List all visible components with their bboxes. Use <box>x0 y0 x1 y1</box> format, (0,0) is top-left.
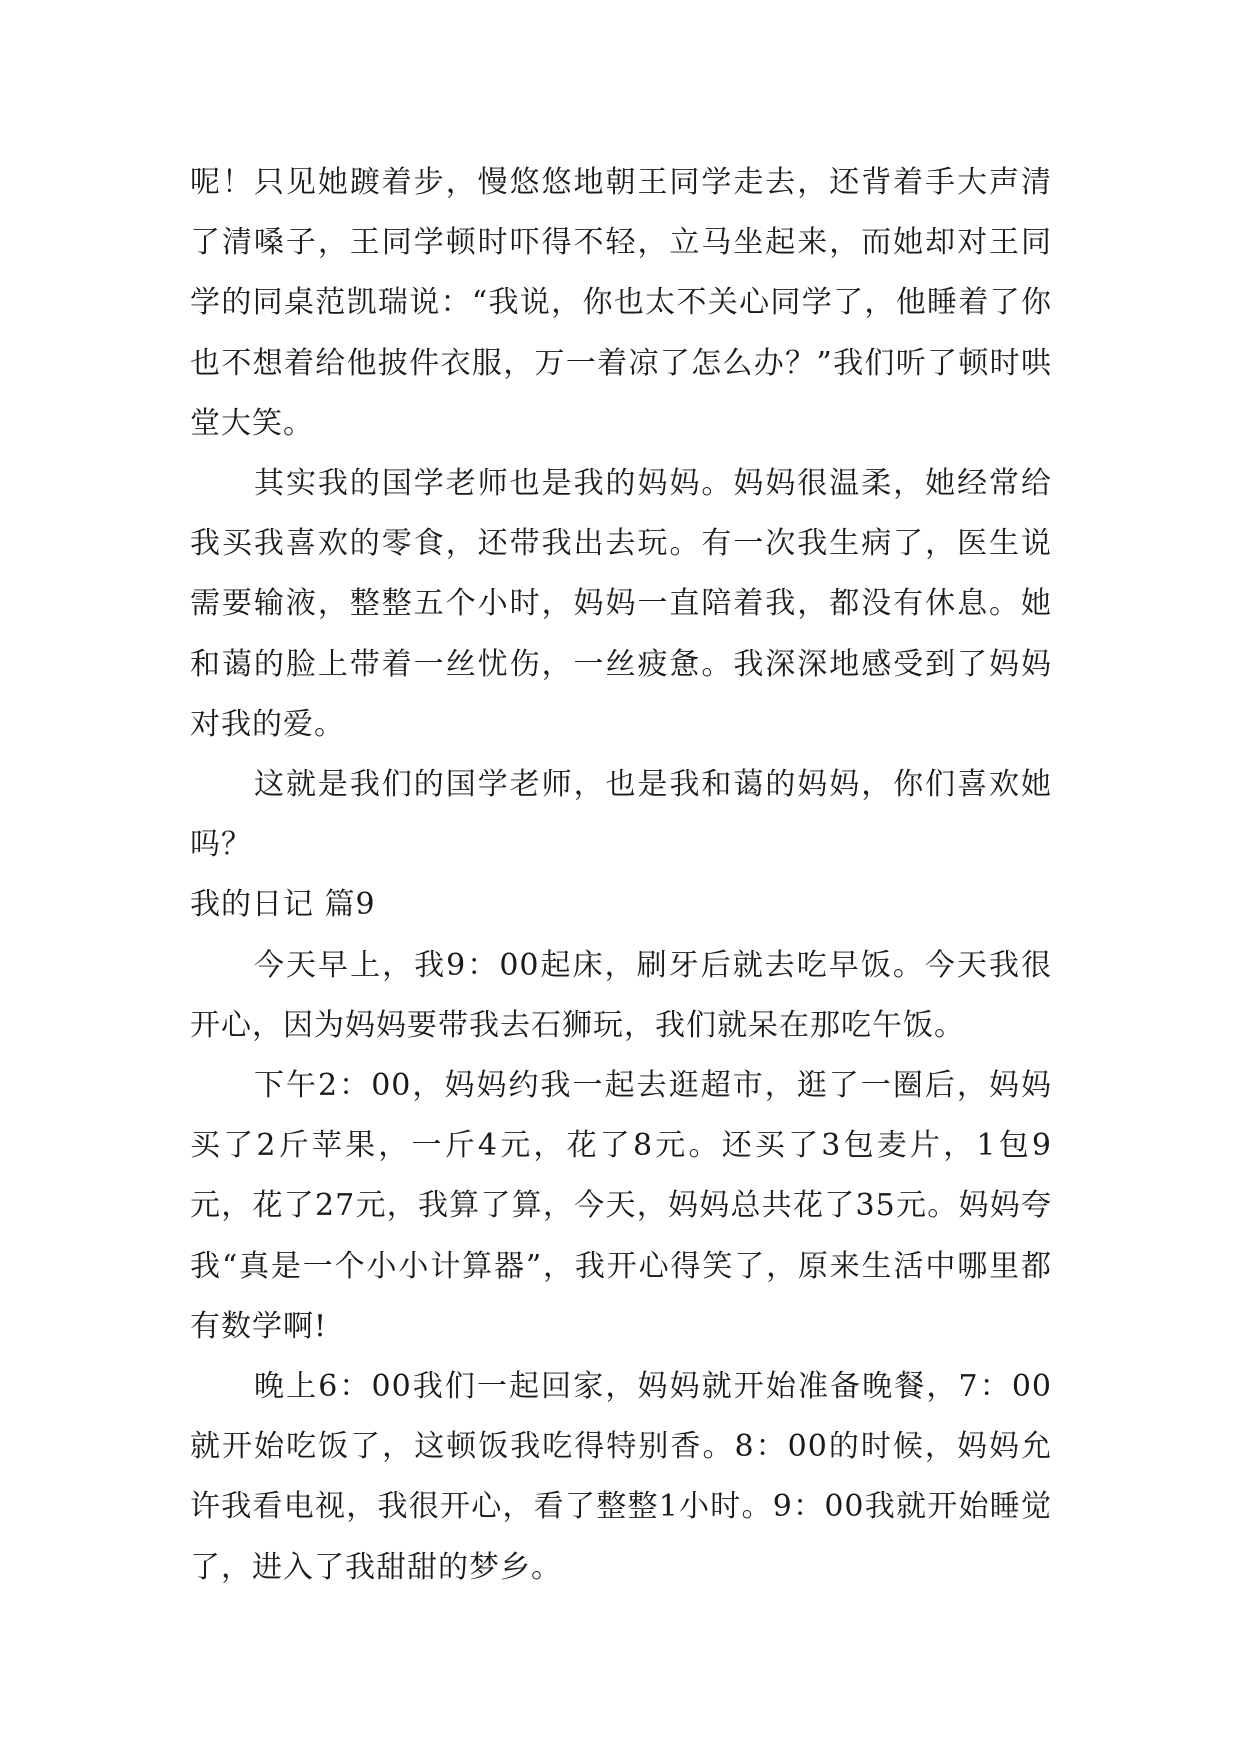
paragraph-3: 这就是我们的国学老师，也是我和蔼的妈妈，你们喜欢她吗？ <box>190 767 1052 863</box>
section-paragraph-1: 今天早上，我9：00起床，刷牙后就去吃早饭。今天我很开心，因为妈妈要带我去石狮玩，我们就呆在那吃午饭。 <box>190 947 1052 1043</box>
paragraph-2: 其实我的国学老师也是我的妈妈。妈妈很温柔，她经常给我买我喜欢的零食，还带我出去玩。有一次我生病了，医生说需要输液，整整五个小时，妈妈一直陪着我，都没有休息。她和蔼的脸上带着一丝忧伤，一丝疲惫。我深深地感受到了妈妈对我的爱。 <box>190 466 1052 742</box>
section-heading: 我的日记 篇9 <box>190 887 376 923</box>
document-body <box>190 153 1052 1598</box>
paragraph-1: 呢！只见她踱着步，慢悠悠地朝王同学走去，还背着手大声清了清嗓子，王同学顿时吓得不轻，立马坐起来，而她却对王同学的同桌范凯瑞说：“我说，你也太不关心同学了，他睡着了你也不想着给他披件衣服，万一着凉了怎么办？”我们听了顿时哄堂大笑。 <box>190 165 1052 441</box>
section-paragraph-3: 晚上6：00我们一起回家，妈妈就开始准备晚餐，7：00就开始吃饭了，这顿饭我吃得特别香。8：00的时候，妈妈允许我看电视，我很开心，看了整整1小时。9：00我就开始睡觉了，进入了我甜甜的梦乡。 <box>190 1369 1052 1585</box>
section-paragraph-2: 下午2：00，妈妈约我一起去逛超市，逛了一圈后，妈妈买了2斤苹果，一斤4元，花了8元。还买了3包麦片，1包9元，花了27元，我算了算，今天，妈妈总共花了35元。妈妈夸我“真是一个小小计算器”，我开心得笑了，原来生活中哪里都有数学啊! <box>190 1068 1052 1344</box>
